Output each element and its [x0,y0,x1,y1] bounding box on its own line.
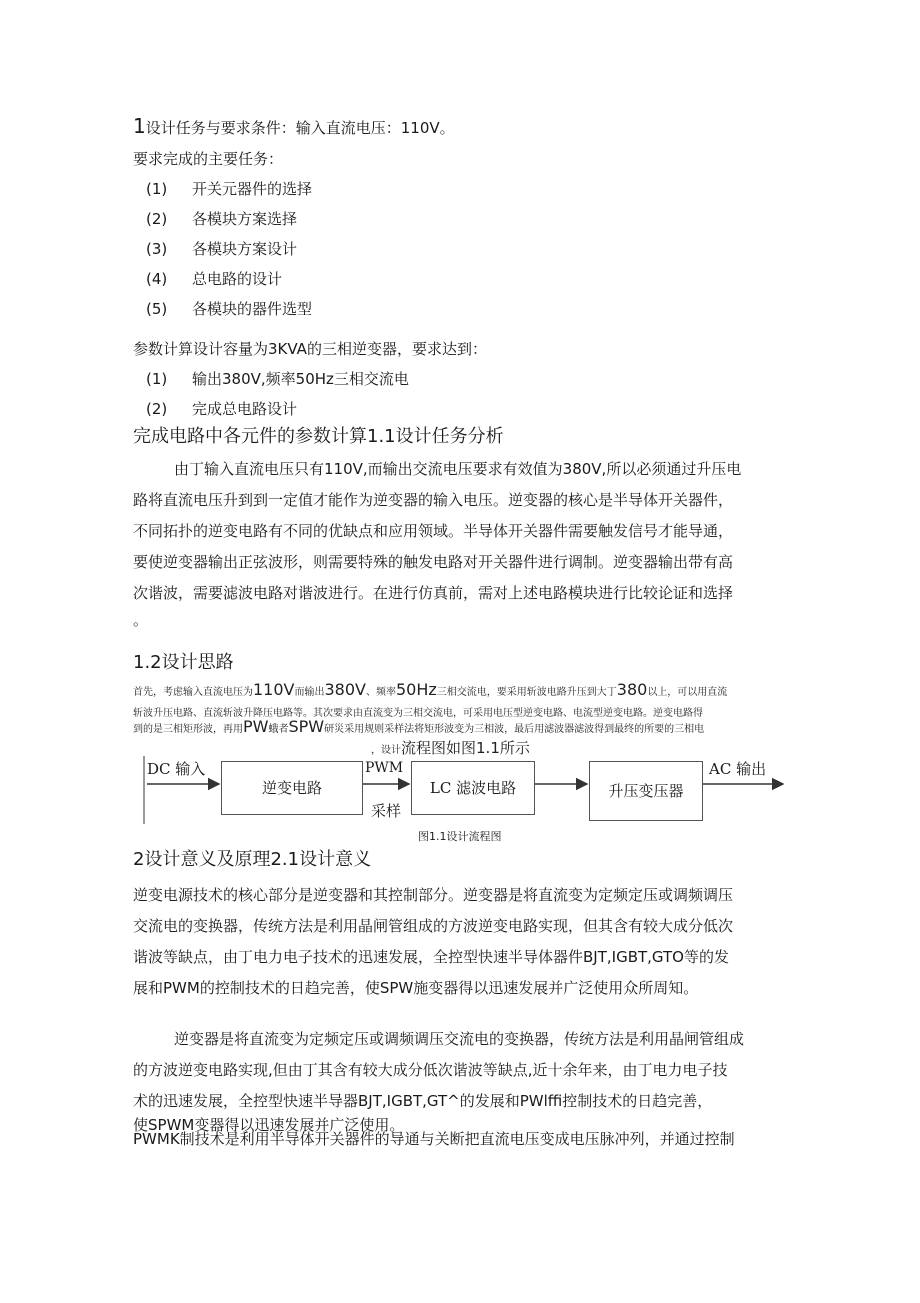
list-text: 总电路的设计 [192,270,283,288]
paragraph-line: 展和PWM的控制技术的日趋完善，使SPW施变器得以迅速发展并广泛使用众所周知。 [133,979,699,997]
paragraph-line: 次谐波，需要滤波电路对谐波进行。在进行仿真前，需对上述电路模块进行比较论证和选择 [133,584,734,602]
list-text: 输出380V,频率50Hz三相交流电 [192,370,409,388]
paragraph-line: 逆变器是将直流变为定频定压或调频调压交流电的变换器，传统方法是利用晶闸管组成 [174,1030,745,1048]
list-item [146,268,282,289]
list-text: 各模块方案设计 [192,240,298,258]
text-run: PW [243,717,269,736]
text-run: 380V [324,680,366,699]
text-run: 50Hz [395,680,437,699]
list-item [146,178,312,199]
paragraph-line: 逆变电源技术的核心部分是逆变器和其控制部分。逆变器是将直流变为定频定压或调频调压 [133,886,734,904]
list-text: 各模块方案选择 [192,210,298,228]
flow-sample-label: 采样 [371,802,402,820]
text-run: 所示 [499,739,530,757]
text-run: 首先，考虑输入直流电压为 [133,687,253,698]
list-num: (1) [146,180,168,198]
text-run: 380 [616,680,648,699]
section1-heading-num: 1 [133,114,146,138]
paragraph-line: 要使逆变器输出正弦波形，则需要特殊的触发电路对开关器件进行调制。逆变器输出带有高 [133,553,734,571]
list-num: (4) [146,270,168,288]
param-label: 参数计算设计容量为3KVA的三相逆变器，要求达到： [133,340,487,358]
flow-input-label: DC 输入 [147,760,206,778]
text-run: 研災采用规则采样法将矩形波变为三相波，最后用滤波器滤波得到最终的所要的三相电 [324,724,705,735]
section2-heading: 2设计意义及原理2.1设计意义 [133,849,372,870]
list-text: 各模块的器件选型 [192,300,313,318]
text-run: 到的是三相矩形波，再用 [133,724,243,735]
paragraph-line: 路将直流电压升到到一定值才能作为逆变器的输入电压。逆变器的核心是半导体开关器件， [133,491,734,509]
flow-diagram [143,756,785,824]
list-num: (2) [146,210,168,228]
list-item [146,208,297,229]
text-run: 1.1 [476,739,500,757]
list-num: (3) [146,240,168,258]
list-item [146,398,297,419]
text-run: 流程图如图 [401,739,477,757]
list-text: 完成总电路设计 [192,400,298,418]
design-line-1 [133,680,727,699]
paragraph-line: 由丁输入直流电压只有110V,而输出交流电压要求有效值为380V,所以必须通过升压电 [174,460,742,478]
flow-pwm-label: PWM [365,760,404,776]
paragraph-line: 。 [133,611,149,629]
text-run: 而输出 [294,687,325,698]
text-run: 以上，可以用直流 [647,687,728,698]
paragraph-line: 谐波等缺点，由丁电力电子技术的迅速发展，全控型快速半导体器件BJT,IGBT,GTO等的发 [133,948,729,966]
paragraph-line: 术的迅速发展，全控型快速半导器BJT,IGBT,GT^的发展和PWlffi控制技术的日趋完善， [133,1092,713,1110]
design-line-3 [133,717,704,736]
text-run: SPW [288,717,325,736]
flow-box-transformer [589,761,703,821]
section1-heading-text: 设计任务与要求条件：输入直流电压：110V。 [145,119,455,137]
flow-box-transformer-label: 升压变压器 [608,782,684,800]
list-num: (5) [146,300,168,318]
flow-caption: 图1.1设计流程图 [418,830,502,843]
flow-box-inverter [221,761,363,815]
flow-box-filter [411,761,535,815]
list-item [146,298,312,319]
section1-heading2: 完成电路中各元件的参数计算1.1设计任务分析 [133,426,504,447]
flow-box-inverter-label: 逆变电路 [261,779,322,797]
tasks-label: 要求完成的主要任务： [133,150,284,168]
paragraph-line: 使SPWM变器得以迅速发展并广泛使用。 [133,1116,405,1134]
text-run: 、频率 [365,687,396,698]
flow-box-filter-label: LC 滤波电路 [429,779,517,797]
section1-heading [133,114,455,138]
design-line-2: 斩波升压电路、直流斩波升降压电路等。其次要求由直流变为三相交流电，可采用电压型逆变电路、电流型逆变电路。逆变电路得 [133,708,703,719]
list-text: 开关元器件的选择 [192,180,313,198]
text-run: 110V [253,680,295,699]
paragraph-line: 的方波逆变电路实现,但由丁其含有较大成分低次谐波等缺点,近十余年来，由丁电力电子技 [133,1061,728,1079]
design-line-4 [371,737,530,758]
section12-heading: 1.2设计思路 [133,652,234,673]
list-num: (1) [146,370,168,388]
paragraph-line: 不同拓扑的逆变电路有不同的优缺点和应用领域。半导体开关器件需要触发信号才能导通， [133,522,734,540]
text-run: 三相交流电，要采用斩波电路升压到大丁 [436,687,617,698]
section2-paragraph-3: PWMK制技术是利用半导体开关器件的导通与关断把直流电压变成电压脉冲列，并通过控制 [133,1130,735,1148]
flow-output-label: AC 输出 [709,760,767,778]
list-num: (2) [146,400,168,418]
text-run: 蛾者 [268,724,289,735]
paragraph-line: 交流电的变换器，传统方法是利用晶闸管组成的方波逆变电路实现，但其含有较大成分低次 [133,917,734,935]
list-item [146,238,297,259]
text-run: ，设计 [371,745,401,756]
list-item [146,368,409,389]
